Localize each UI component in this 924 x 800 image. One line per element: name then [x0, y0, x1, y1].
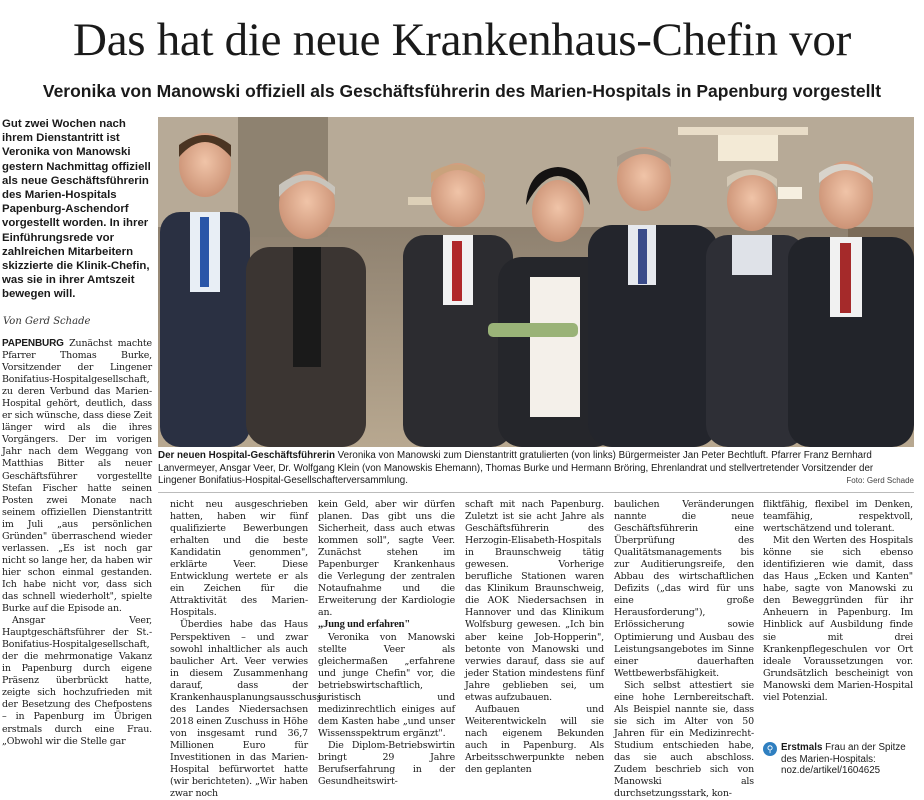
article-column-1	[2, 338, 152, 770]
article-column-6	[763, 499, 913, 739]
promo-title: Erstmals	[781, 742, 823, 753]
body-paragraph: Veronika von Manowski stellte Veer als gleichermaßen „erfahrene und junge Chefin" vor, die betriebswirtschaftlich, juristisch und medizinrechtlich einiges auf dem Kasten habe „und unser Wissensspektrum ergänzt".	[318, 631, 455, 739]
article-column-4	[465, 499, 604, 776]
body-paragraph: nicht neu ausgeschrieben hatten, haben wir fünf qualifizierte Bewerbungen erhalten und die beste Kandidatin genommen", erklärte Veer. Diese Entwicklung wertete er als ein Zeichen für die Attraktivität des Marien-Hospitals.	[170, 499, 308, 619]
online-link-box[interactable]	[763, 742, 919, 776]
body-paragraph: schaft mit nach Papenburg. Zuletzt ist sie acht Jahre als Geschäftsführerin des Herzogin-Elisabeth-Hospitals in Braunschweig tätig gewesen. Vorherige berufliche Stationen waren das Klinikum Braunschweig, die AOK Niedersachsen in Hannover und das Klinikum Wolfsburg gewesen. „Ich bin aber keine Job-Hopperin", betonte von Manowski und verwies darauf, dass sie auf jeder Station mindestens fünf Jahre geblieben sei, um etwas aufzubauen.	[465, 499, 604, 703]
body-paragraph: Überdies habe das Haus Perspektiven – und zwar sowohl inhaltlicher als auch baulicher Art. Veer verwies in diesem Zusammenhang darauf, dass der Krankenhausplanungsausschuss des Landes Niedersachsen 2018 einen Zuschuss in Höhe von insgesamt rund 36,7 Millionen Euro für Investitionen in das Marien-Hospital befürwortet hatte (wir berichteten). „Wir haben zwar noch	[170, 619, 322, 800]
body-paragraph: Die Diplom-Betriebswirtin bringt 29 Jahre Berufserfahrung in der Gesundheitswirt-	[318, 739, 455, 788]
lead-paragraph: Gut zwei Wochen nach ihrem Dienstantritt ist Veronika von Manowski gestern Nachmittag offiziell als neue Geschäftsführerin des Marien-Hospitals Papenburg-Aschendorf vorgestellt worden. In ihrer Einführungsrede vor zahlreichen Mitarbeitern skizzierte die Klinik-Chefin, was sie in ihrer Amtszeit bewegen will.	[2, 118, 151, 301]
dateline: PAPENBURG	[2, 338, 64, 349]
promo-link-text[interactable]: Frau an der Spitze des Marien-Hospitals: noz.de/artikel/1604625	[781, 742, 906, 776]
article-column-5	[614, 499, 754, 800]
byline: Von Gerd Schade	[3, 316, 91, 327]
article-column-2	[170, 499, 322, 800]
body-paragraph: Aufbauen und Weiterentwickeln will sie nach eigenem Bekunden auch in Papenburg. Als Arbeitsschwerpunkte neben den geplanten	[465, 703, 604, 776]
article-column-3	[318, 499, 455, 788]
photo-credit: Foto: Gerd Schade	[846, 476, 914, 485]
body-paragraph: baulichen Veränderungen nannte die neue Geschäftsführerin eine Überprüfung des Qualitätsmanagements bis zur Auditierungsreife, den Abbau des wirtschaftlichen Defizits („das wird für uns eine große Herausforderung"), Erlössicherung sowie Optimierung und Ausbau des Leistungsangebotes im Sinne einer dauerhaften Wettbewerbsfähigkeit.	[614, 499, 754, 679]
headline: Das hat die neue Krankenhaus-Chefin vor	[73, 14, 851, 66]
subheadline: Veronika von Manowski offiziell als Geschäftsführerin des Marien-Hospitals in Papenburg vorgestellt	[42, 81, 882, 101]
body-paragraph: Sich selbst attestiert sie eine hohe Lernbereitschaft. Als Beispiel nannte sie, dass sie sich im Alter von 50 Jahren für ein Medizinrecht-Studium entschieden habe, das sie auch abschloss. Zudem beschrieb sich von Manowski als durchsetzungsstark, kon-	[614, 679, 754, 800]
body-paragraph: kein Geld, aber wir dürfen planen. Das gibt uns die Sicherheit, dass auch etwas kommen soll", sagte Veer. Zunächst stehen im Papenburger Krankenhaus die Verlegung der zentralen Notaufnahme und die Erweiterung der Kardiologie an.	[318, 499, 455, 619]
body-paragraph: PAPENBURG Zunächst machte Pfarrer Thomas Burke, Vorsitzender der Lingener Bonifatius-Hospitalgesellschaft, zu deren Verbund das Marien-Hospital gehört, deutlich, dass er sich wünsche, dass diese Zeit länger wird als die ihres Vorgängers. Der im vorigen Jahr nach dem Weggang von Matthias Bitter als neuer Geschäftsführer vorgestellte Stefan Fischer hatte seinen Posten zwei Monate nach seinem offiziellen Dienstantritt im Juli „aus persönlichen Gründen" überraschend wieder verlassen. „Es ist noch gar nicht so lange her, da haben wir hier schon einmal gestanden. Ich habe nicht vor, dass sich das schnell wiederholt", spielte Burke auf die Episode an.	[2, 338, 152, 615]
search-icon: ⚲	[763, 742, 777, 756]
caption-divider	[158, 492, 914, 493]
body-paragraph: Mit den Werten des Hospitals könne sie sich ebenso identifizieren wie damit, dass das Haus „Ecken und Kanten" habe, sagte von Manowski zu den Beweggründen für ihr Anheuern in Papenburg. Im Hinblick auf Ausbildung finde sie mit drei Krankenpflegeschulen vor Ort ideale Voraussetzungen vor. Grundsätzlich bescheinigt von Manowski dem Marien-Hospital viel Potenzial.	[763, 535, 913, 703]
section-subhead: „Jung und erfahren"	[318, 619, 411, 631]
group-photo	[158, 117, 914, 447]
body-paragraph: Ansgar Veer, Hauptgeschäftsführer der St.-Bonifatius-Hospitalgesellschaft, der die mehrmonatige Vakanz in Papenburg durch eigene Präsenz überbrückt hatte, zeigte sich hochzufrieden mit der Besetzung des Chefpostens – in Papenburg im Übrigen erstmals durch eine Frau. „Obwohl wir die Stelle gar	[2, 615, 152, 747]
body-paragraph: fliktfähig, flexibel im Denken, teamfähig, respektvoll, wertschätzend und tolerant.	[763, 499, 913, 535]
photo-caption	[158, 450, 914, 488]
caption-text: Veronika von Manowski zum Dienstantritt gratulierten (von links) Bürgermeister Jan Peter Bechtluft. Pfarrer Franz Bernhard Lanvermeyer, Ansgar Veer, Dr. Wolfgang Klein (von Manowskis Ehemann), Thomas Burke und Hermann Bröring, Ehrenlandrat und stellvertretender Vorsitzender der Lingener Bonifatius-Hospital-Gesellschafterversammlung.	[158, 450, 874, 487]
photo-illustration	[158, 117, 914, 447]
caption-title: Der neuen Hospital-Geschäftsführerin	[158, 450, 335, 461]
